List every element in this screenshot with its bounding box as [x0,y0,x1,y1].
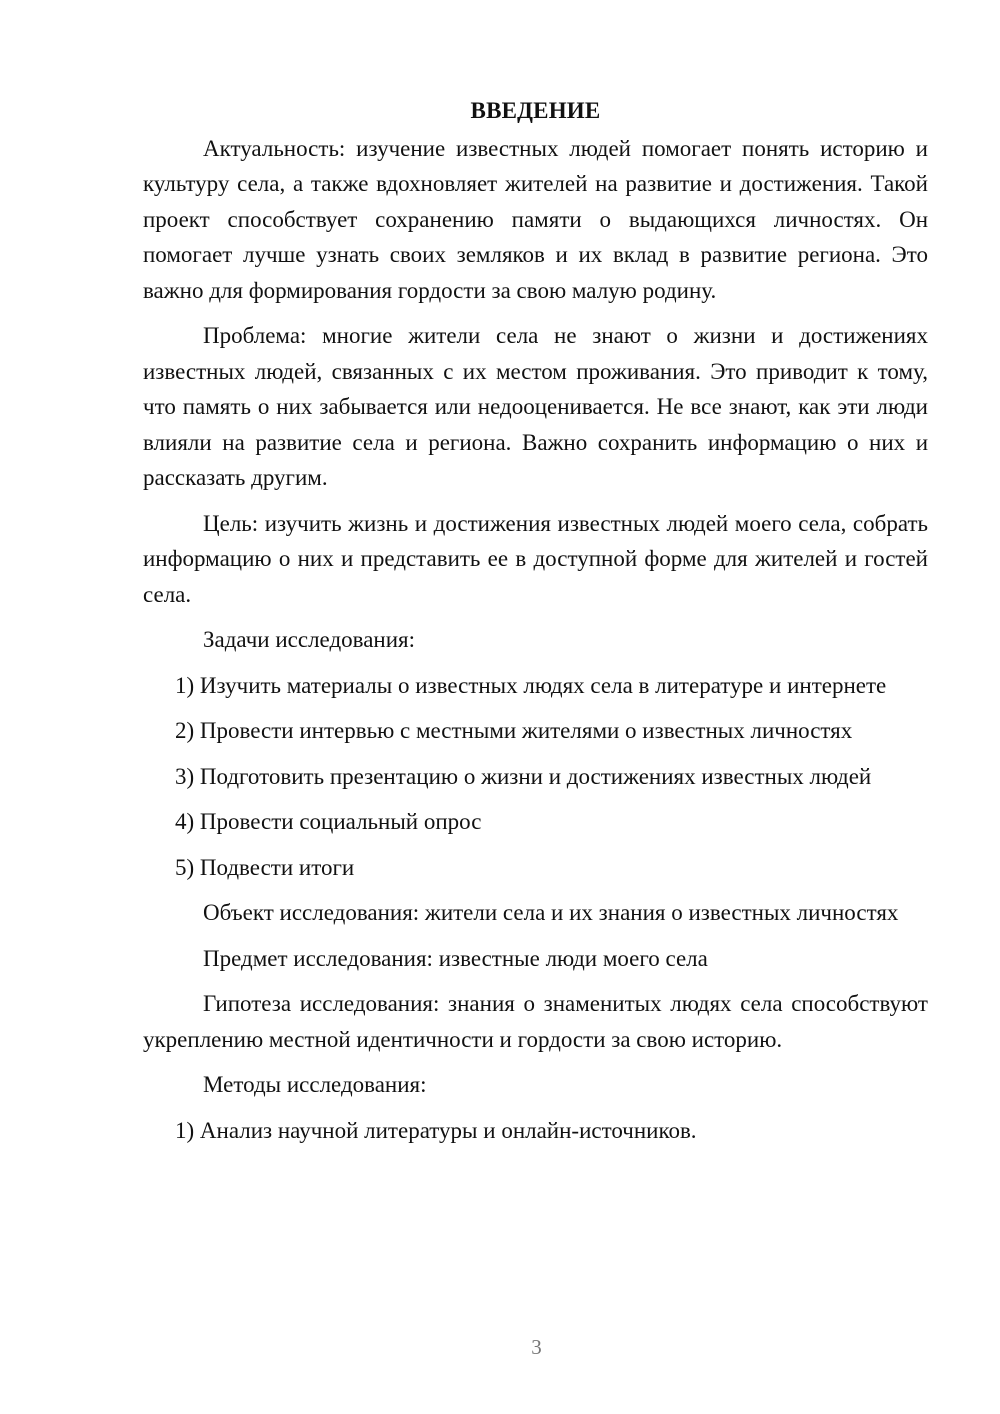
object-paragraph: Объект исследования: жители села и их знания о известных личностях [203,900,899,925]
task-item-1: 1) Изучить материалы о известных людях села в литературе и интернете [175,672,887,698]
relevance-paragraph: Актуальность: изучение известных людей помогает понять историю и культуру села, а также вдохновляет жителей на развитие и достижения. Такой проект способствует сохранению памяти о выдающихся личностях. Он помогает лучше узнать своих земляков и их вклад в развитие региона. Это важно для формирования гордости за свою малую родину. [143,135,928,303]
tasks-heading: Задачи исследования: [203,627,416,652]
section-heading: ВВЕДЕНИЕ [470,98,601,123]
problem-paragraph: Проблема: многие жители села не знают о жизни и достижениях известных людей, связанных с их местом проживания. Это приводит к тому, что память о них забывается или недооценивается. Не все знают, как эти люди влияли на развитие села и региона. Важно сохранить информацию о них и рассказать другим. [143,323,928,490]
task-item-3: 3) Подготовить презентацию о жизни и достижениях известных людей [175,763,872,789]
methods-heading: Методы исследования: [203,1072,427,1097]
subject-paragraph: Предмет исследования: известные люди моего села [203,945,708,971]
page-number: 3 [531,1335,542,1359]
page-content [143,93,928,1158]
hypothesis-paragraph: Гипотеза исследования: знания о знаменитых людях села способствуют укреплению местной идентичности и гордости за свою историю. [143,991,928,1052]
goal-paragraph: Цель: изучить жизнь и достижения известных людей моего села, собрать информацию о них и представить ее в доступной форме для жителей и гостей села. [143,510,928,607]
task-item-4: 4) Провести социальный опрос [175,809,482,834]
method-item-1: 1) Анализ научной литературы и онлайн-источников. [175,1117,697,1143]
task-item-2: 2) Провести интервью с местными жителями о известных личностях [175,718,853,743]
task-item-5: 5) Подвести итоги [175,854,355,880]
